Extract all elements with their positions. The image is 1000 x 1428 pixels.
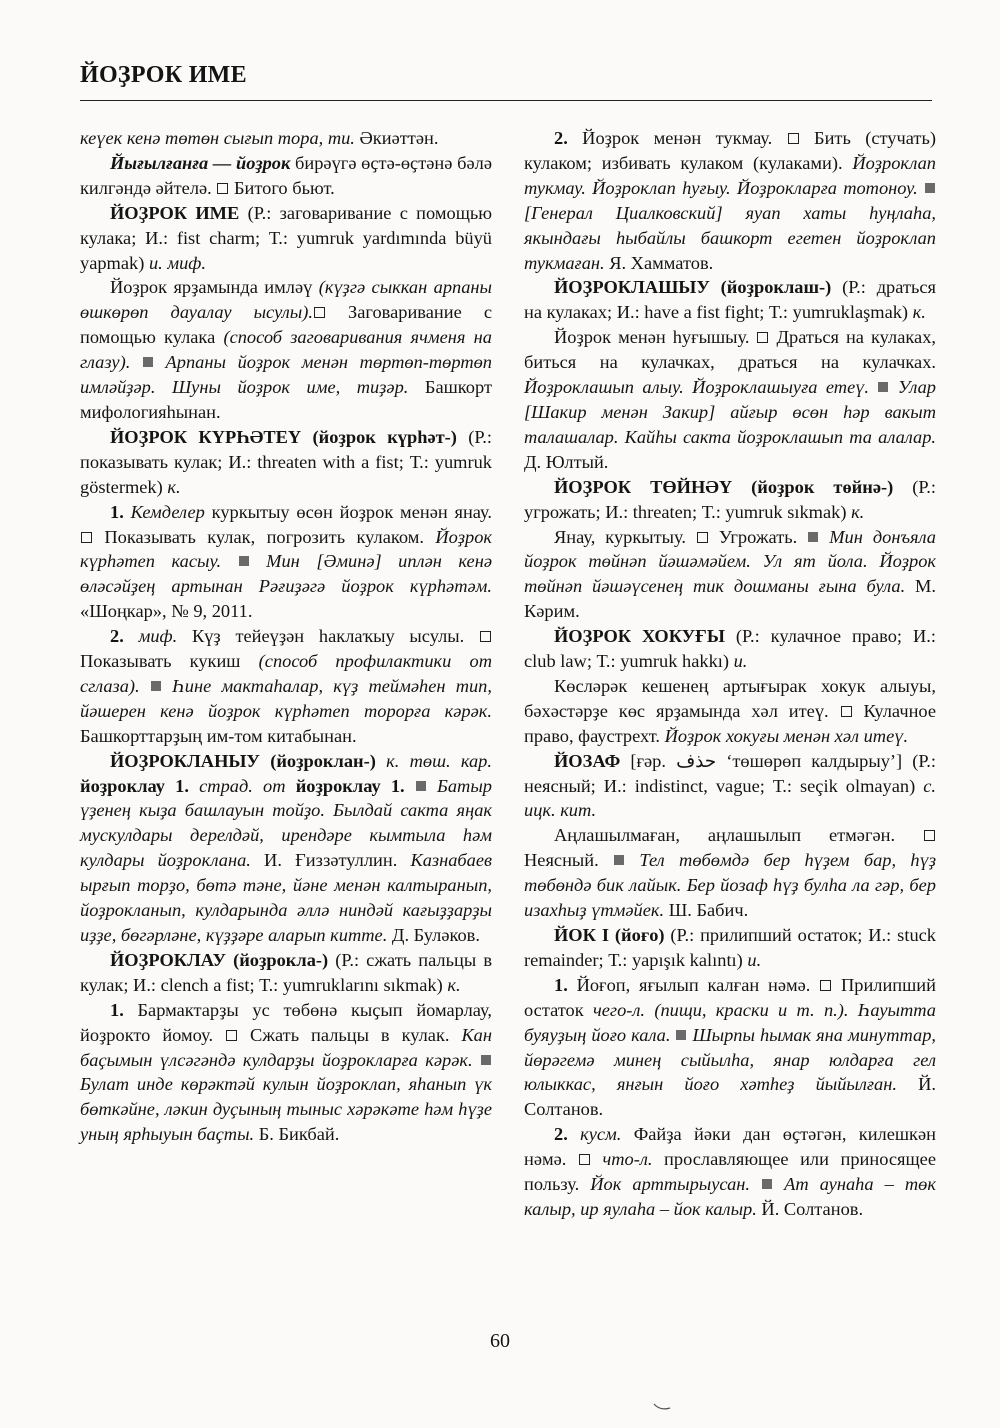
example-square-icon [762, 1179, 772, 1189]
right-column [524, 126, 936, 1222]
russian-equivalent-box-icon [788, 133, 799, 144]
example-square-icon [614, 855, 624, 865]
definition: Йоҙрок ярҙамында имләү (күҙгә сыккан арпаны өшкөрөп дауалау ысулы). Заговаривание с помощью кулака (способ заговаривания ячменя на глазу). Арпаны йоҙрок менән төртөп-төртөп имләйҙәр. Шуны йоҙрок име, тиҙәр. Башкорт мифологияһынан. [80, 277, 492, 422]
example-square-icon [481, 1055, 491, 1065]
russian-equivalent-box-icon [757, 332, 768, 343]
entry-yozrok-hokugy: ЙОҘРОК ХОКУҒЫ (Р.: кулачное право; И.: club law; Т.: yumruk hakkı) и. [524, 626, 936, 672]
entry-yozrok-ime: ЙОҘРОК ИМЕ (Р.: заговаривание с помощью кулака; И.: fist charm; Т.: yumruk yardımında büyü yapmak) и. миф. [80, 202, 492, 273]
russian-equivalent-box-icon [217, 183, 228, 194]
headword: ЙОҘРОК ХОКУҒЫ [554, 626, 725, 647]
example-square-icon [925, 183, 935, 193]
definition: Янау, куркытыу. Угрожать. Мин донъяла йоҙрок төйнәп йәшәмәйем. Ул ят йола. Йоҙрок төйнәп йәшәүсенең тик дошманы ғына була. М. Кәрим. [524, 526, 936, 622]
sense-2: 2. кусм. Файҙа йәки дан өҫтәгән, килешкән нәмә. что-л. прославляющее или приносящее пользу. Йок арттырыусан. Ат аунаһа – төк калыр, ир яулаһа – йок калыр. Й. Солтанов. [524, 1124, 936, 1219]
russian-equivalent-box-icon [314, 307, 325, 318]
left-column [80, 126, 492, 1147]
entry-yok-1: ЙОК I (йоғо) (Р.: прилипший остаток; И.: stuck remainder; Т.: yapışık kalıntı) и. [524, 925, 936, 970]
russian-equivalent-box-icon [697, 532, 708, 543]
definition: Аңлашылмаған, аңлашылып етмәгән. Неясный. Тел төбөмдә бер һүҙем бар, һүҙ төбөндә бик лайык. Бер йозаф һүҙ булһа ла гәр, бер изахһыҙ үтмәйек. Ш. Бабич. [524, 825, 936, 921]
example-square-icon [416, 781, 426, 791]
example-square-icon [878, 382, 888, 392]
definition: Йоҙрок менән һуғышыу. Драться на кулаках, биться на кулачках, драться на кулачках. Йоҙроклашып алыу. Йоҙроклашыуға етеү. Улар [Шакир менән Закир] айғыр өсөн һәр вакыт талашалар. Кайһы сакта йоҙроклашып та алалар. Д. Юлтый. [524, 327, 936, 472]
russian-equivalent-box-icon [579, 1154, 590, 1165]
headword: ЙОҘРОК ИМЕ [110, 202, 240, 223]
example-square-icon [151, 681, 161, 691]
russian-equivalent-box-icon [841, 706, 852, 717]
entry-yozroklanyu: ЙОҘРОКЛАНЫУ (йоҙроклан-) к. төш. кар. йоҙроклау 1. страд. от йоҙроклау 1. Батыр үҙенең кыҙа башлауын тойҙо. Былдай сакта яңак мускулдары дерелдәй, ирендәре кымтыла һәм кулдары йоҙроклана. И. Ғиззәтуллин. Казнабаев ырғып торҙо, бөтә тәне, йәне менән калтыранып, йоҙрокланып, кулдарында әллә ниндәй кағыҙҙарҙы иҙҙе, бөгәрләне, күҙҙәре аларып китте. Д. Буләков. [80, 750, 492, 945]
sense-2: 2. Йоҙрок менән тукмау. Бить (стучать) кулаком; избивать кулаком (кулаками). Йоҙроклап тукмау. Йоҙроклап һуғыу. Йоҙрокларға тотоноу. [Генерал Циалковский] яуап хаты һуңлаһа, якындағы һыбайлы башкорт егетен йоҙроклап тукмаған. Я. Хамматов. [524, 128, 936, 273]
russian-equivalent-box-icon [226, 1030, 237, 1041]
headword: ЙОҘРОКЛАНЫУ [110, 750, 260, 771]
headword: ЙОҘРОК ТӨЙНӘҮ [554, 476, 733, 497]
headword: ЙОК I [554, 925, 610, 945]
page-number: 60 [490, 1330, 510, 1352]
sense-2: 2. миф. Күҙ тейеүҙән һаклаҡыу ысулы. Показывать кукиш (способ профилактики от сглаза). Һине мактаһалар, күҙ теймәһен тип, йәшерен кенә йоҙрок күрһәтеп торорға кәрәк. Башкорттарҙың им-том китабынан. [80, 626, 492, 746]
entry-yozrok-toynau: ЙОҘРОК ТӨЙНӘҮ (йоҙрок төйнә-) (Р.: угрожать; И.: threaten; Т.: yumruk sıkmak) к. [524, 476, 937, 522]
example-square-icon [808, 532, 818, 542]
headword: ЙОЗАФ [554, 750, 621, 771]
headword: ЙОҘРОК КҮРҺӘТЕҮ [110, 426, 302, 447]
sense-1: 1. Йоғоп, яғылып калған нәмә. Прилипший остаток чего-л. (пищи, краски и т. п.). Һауытта буяуҙың йоғо кала. Шырпы һымак яна минуттар, йөрәгемә минең сыйылһа, янар юлдарға гел юлыккас, янғын йоғо хәтһеҙ йыйылған. Й. Солтанов. [524, 974, 937, 1120]
scan-mark-icon [652, 1402, 672, 1412]
arabic-etymon: حذف [676, 750, 717, 771]
sense-1: 1. Бармактарҙы ус төбөнә кыҫып йомарлау, йоҙрокто йомоу. Сжать пальцы в кулак. Кан баҫымын үлсәгәндә кулдарҙы йоҙрокларға кәрәк. Булат инде көрәктәй кулын йоҙроклап, яһанып үк бөткәйне, ләкин дуҫының тыныс хәрәкәте һәм һүҙе уның ярһыуын баҫты. Б. Бикбай. [80, 999, 493, 1145]
russian-equivalent-box-icon [480, 631, 491, 642]
sense-1: 1. Кемделер куркытыу өсөн йоҙрок менән янау. Показывать кулак, погрозить кулаком. Йоҙрок күрһәтеп касыу. Мин [Әминә] иплән кенә өләсәйҙең артынан Рәғиҙәгә йоҙрок күрһәтәм. «Шоңкар», № 9, 2011. [80, 501, 492, 622]
idiom-subentry: Йығылғанға — йоҙрок бирәүгә өҫтә-өҫтәнә бәлә килгәндә әйтелә. Битого бьют. [80, 152, 492, 198]
entry-yozroklau: ЙОҘРОКЛАУ (йоҙрокла-) (Р.: сжать пальцы в кулак; И.: clench a fist; Т.: yumruklarını sıkmak) к. [80, 949, 493, 995]
russian-equivalent-box-icon [81, 532, 92, 543]
russian-equivalent-box-icon [924, 830, 935, 841]
entry-yozroklashyu: ЙОҘРОКЛАШЫУ (йоҙроклаш-) (Р.: драться на кулаках; И.: have a fist fight; Т.: yumruklaşmak) к. [524, 277, 936, 323]
example-square-icon [239, 556, 249, 566]
russian-equivalent-box-icon [820, 980, 831, 991]
headword: ЙОҘРОКЛАШЫУ [554, 277, 710, 298]
entry-continuation: кеүек кенә төтөн сығып тора, ти. Әкиәттән. [80, 128, 439, 148]
example-square-icon [676, 1030, 686, 1040]
definition: Көсләрәк кешенең артығырак хокук алыуы, бәхәстәрҙе көс ярҙамында хәл итеү. Кулачное право, фаустрехт. Йоҙрок хокуғы менән хәл итеү. [524, 675, 936, 746]
headword: ЙОҘРОКЛАУ [110, 949, 226, 970]
page-header: ЙОҘРОК ИМЕ [80, 62, 247, 88]
example-square-icon [143, 357, 153, 367]
entry-yozaf: ЙОЗАФ [ғәр. حذف ‘төшөрөп калдырыу’] (Р.: неясный; И.: indistinct, vague; Т.: seçik olmayan) с. ицк. кит. [524, 750, 936, 821]
header-rule [80, 100, 932, 101]
entry-yozrok-kurhateu: ЙОҘРОК КҮРҺӘТЕҮ (йоҙрок күрһәт-) (Р.: показывать кулак; И.: threaten with a fist; Т.: yumruk göstermek) к. [80, 426, 493, 497]
